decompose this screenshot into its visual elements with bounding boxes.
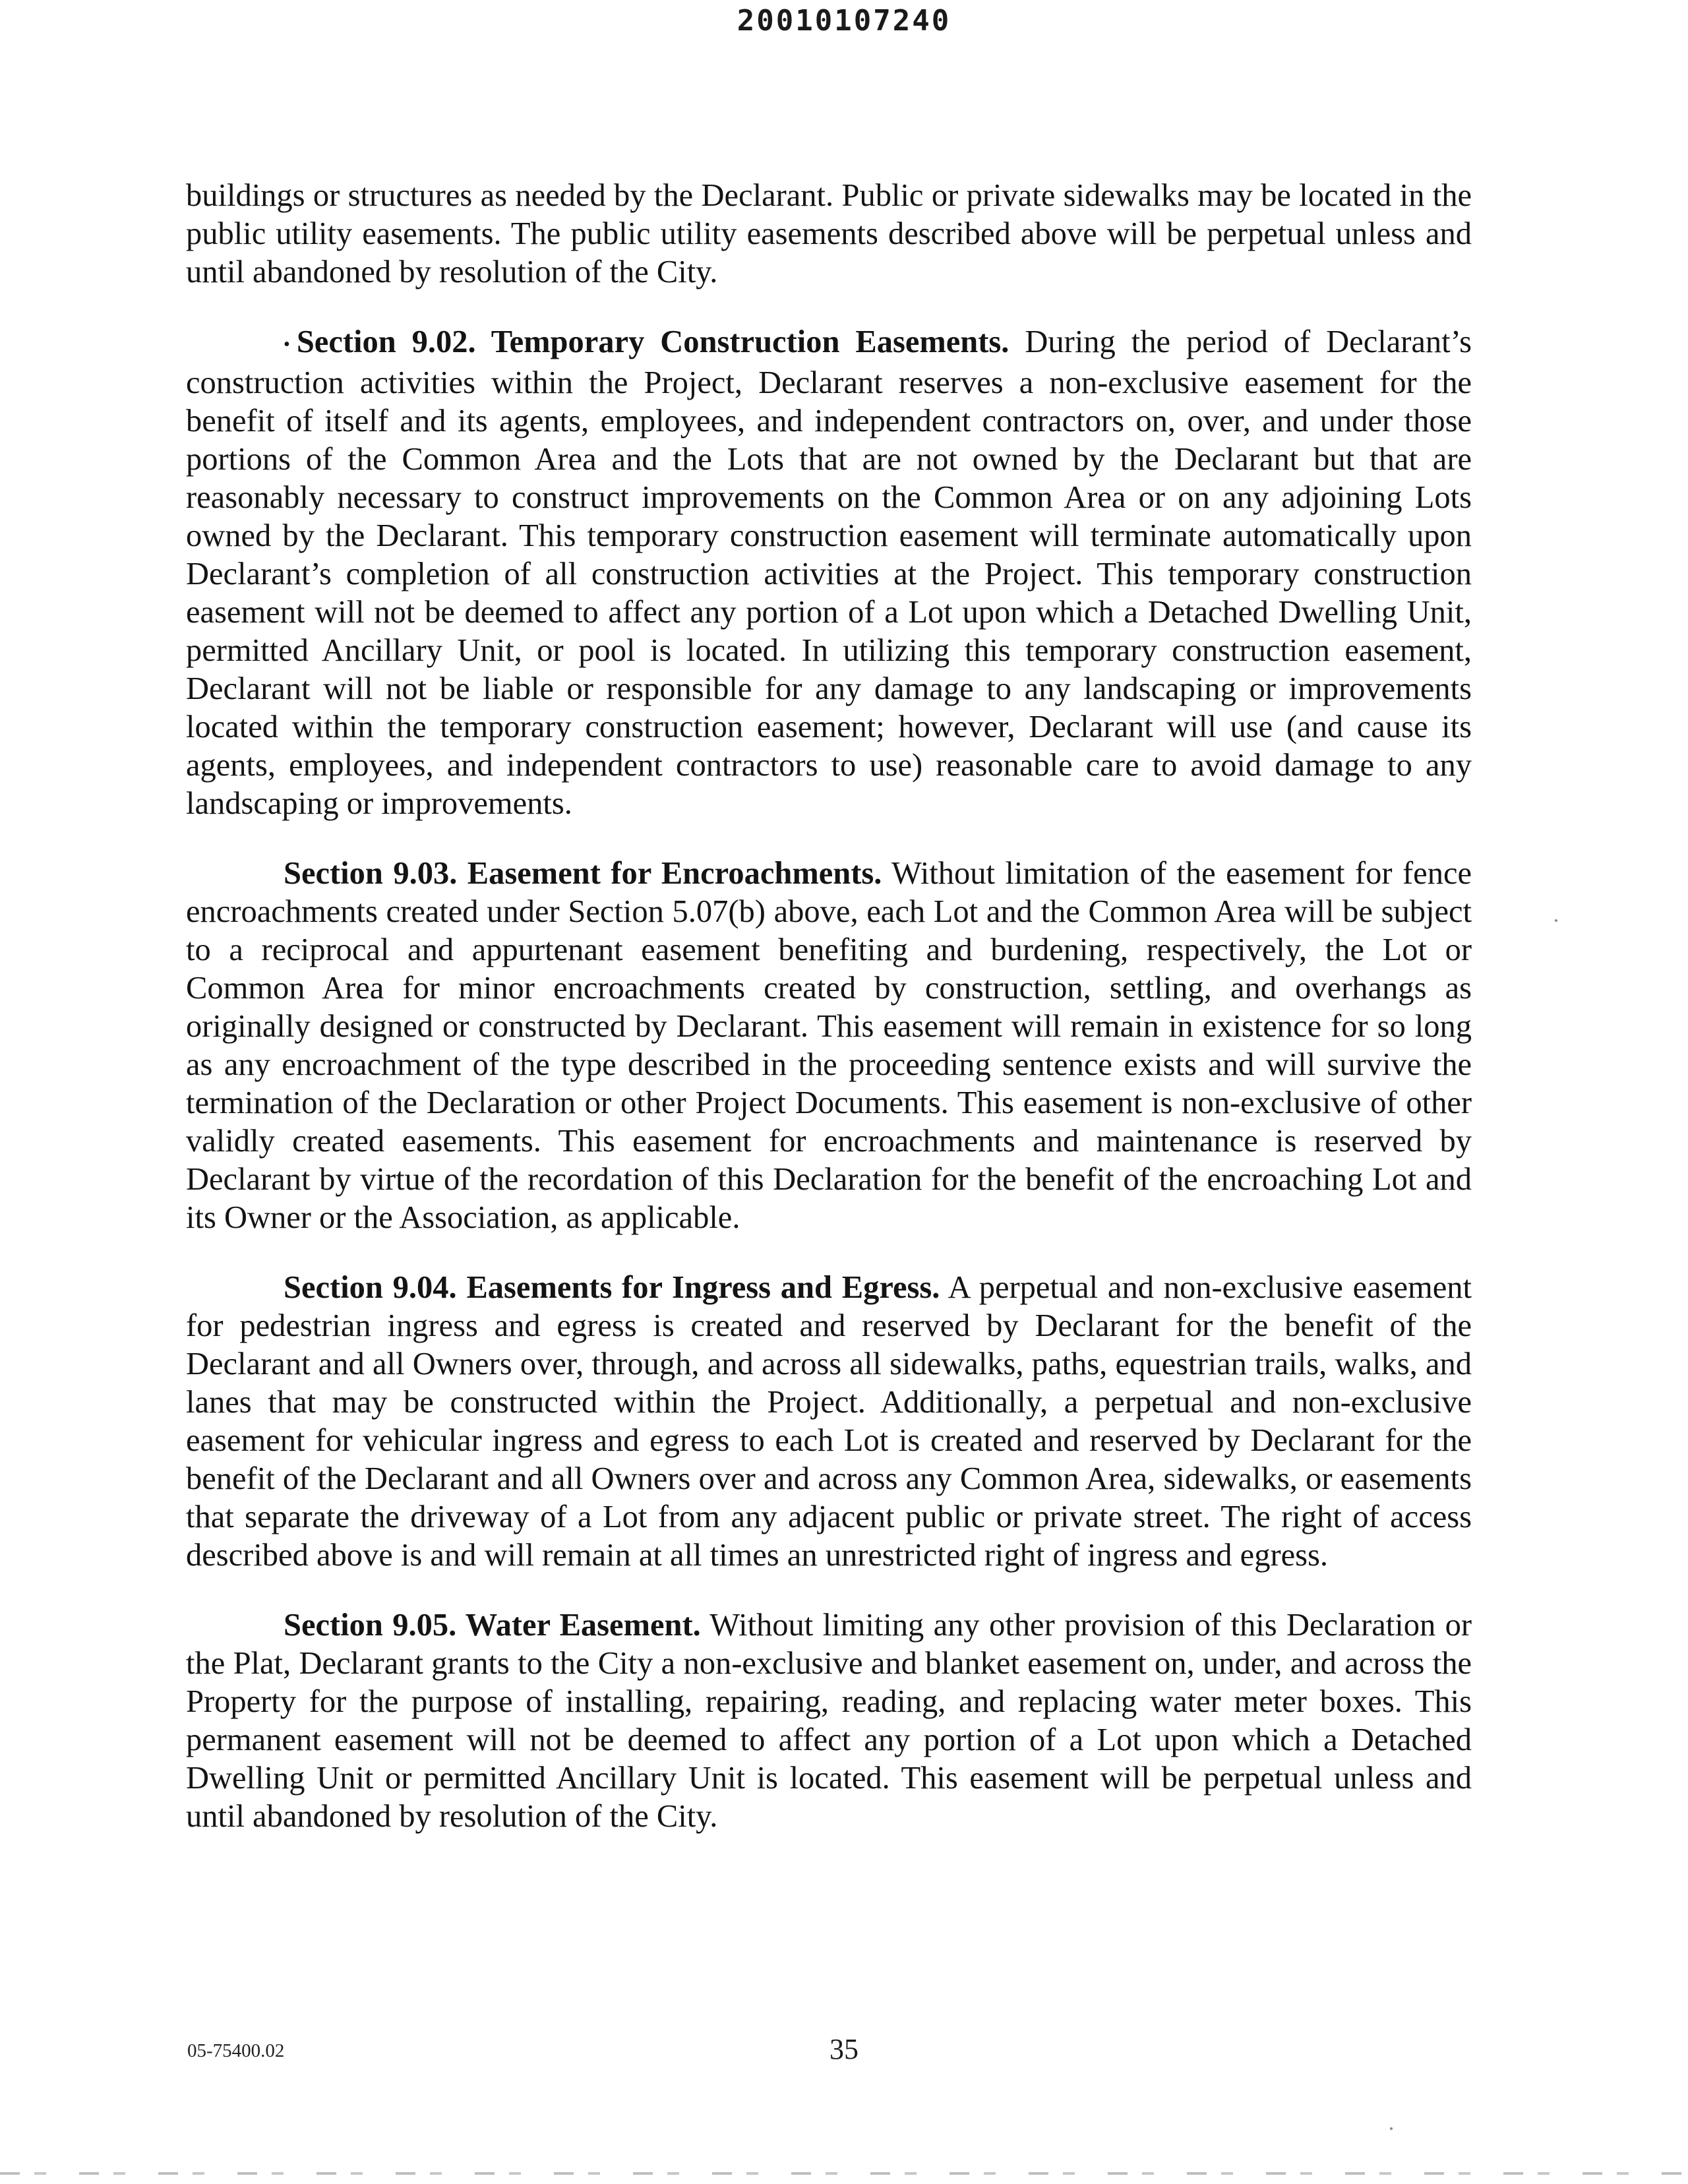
scan-speck bbox=[1390, 2127, 1393, 2130]
section-heading: Section 9.05. Water Easement. bbox=[284, 1607, 701, 1643]
section-9-04 bbox=[186, 1269, 1472, 1575]
paragraph-continuation bbox=[186, 177, 1472, 291]
section-9-03 bbox=[186, 855, 1472, 1237]
section-9-05 bbox=[186, 1606, 1472, 1836]
section-heading: Section 9.04. Easements for Ingress and Egress. bbox=[284, 1269, 940, 1305]
section-9-02 bbox=[186, 323, 1472, 823]
section-heading: Section 9.03. Easement for Encroachments. bbox=[284, 855, 882, 891]
scan-speck bbox=[1555, 919, 1557, 922]
paragraph-body: During the period of Declarant’s construction activities within the Project, Declarant reserves a non-exclusive easement for the benefit of itself and its agents, employees, and independent contractors on, over, and under those portions of the Common Area and the Lots that are not owned by the Declarant but that are reasonably necessary to construct improvements on the Common Area or on any adjoining Lots owned by the Declarant. This temporary construction easement will terminate automatically upon Declarant’s completion of all construction activities at the Project. This temporary construction easement will not be deemed to affect any portion of a Lot upon which a Detached Dwelling Unit, permitted Ancillary Unit, or pool is located. In utilizing this temporary construction easement, Declarant will not be liable or responsible for any damage to any landscaping or improvements located within the temporary construction easement; however, Declarant will use (and cause its agents, employees, and independent contractors to use) reasonable care to avoid damage to any landscaping or improvements. bbox=[186, 324, 1472, 821]
paragraph-body: A perpetual and non-exclusive easement for pedestrian ingress and egress is created and reserved by Declarant for the benefit of the Declarant and all Owners over, through, and across all sidewalks, paths, equestrian trails, walks, and lanes that may be constructed within the Project. Additionally, a perpetual and non-exclusive easement for vehicular ingress and egress to each Lot is created and reserved by Declarant for the benefit of the Declarant and all Owners over and across any Common Area, sidewalks, or easements that separate the driveway of a Lot from any adjacent public or private street. The right of access described above is and will remain at all times an unrestricted right of ingress and egress. bbox=[186, 1269, 1472, 1573]
page-number: 35 bbox=[829, 2033, 859, 2065]
margin-mark: • bbox=[284, 334, 290, 355]
paragraph-body: Without limiting any other provision of this Declaration or the Plat, Declarant grants to the City a non-exclusive and blanket easement on, under, and across the Property for the purpose of installing, repairing, reading, and replacing water meter boxes. This permanent easement will not be deemed to affect any portion of a Lot upon which a Detached Dwelling Unit or permitted Ancillary Unit is located. This easement will be perpetual unless and until abandoned by resolution of the City. bbox=[186, 1607, 1472, 1834]
paragraph-body: buildings or structures as needed by the Declarant. Public or private sidewalks may be located in the public utility easements. The public utility easements described above will be perpetual unless and until abandoned by resolution of the City. bbox=[186, 178, 1472, 289]
paragraph-body: Without limitation of the easement for fence encroachments created under Section 5.07(b) above, each Lot and the Common Area will be subject to a reciprocal and appurtenant easement benefiting and burdening, respectively, the Lot or Common Area for minor encroachments created by construction, settling, and overhangs as originally designed or constructed by Declarant. This easement will remain in existence for so long as any encroachment of the type described in the proceeding sentence exists and will survive the termination of the Declaration or other Project Documents. This easement is non-exclusive of other validly created easements. This easement for encroachments and maintenance is reserved by Declarant by virtue of the recordation of this Declaration for the benefit of the encroaching Lot and its Owner or the Association, as applicable. bbox=[186, 855, 1472, 1235]
scan-edge-artifact bbox=[0, 2172, 1688, 2175]
footer-file-code: 05-75400.02 bbox=[187, 2040, 285, 2061]
document-body bbox=[186, 177, 1472, 1867]
document-number: 20010107240 bbox=[737, 4, 951, 38]
section-heading: Section 9.02. Temporary Construction Easements. bbox=[296, 324, 1010, 359]
